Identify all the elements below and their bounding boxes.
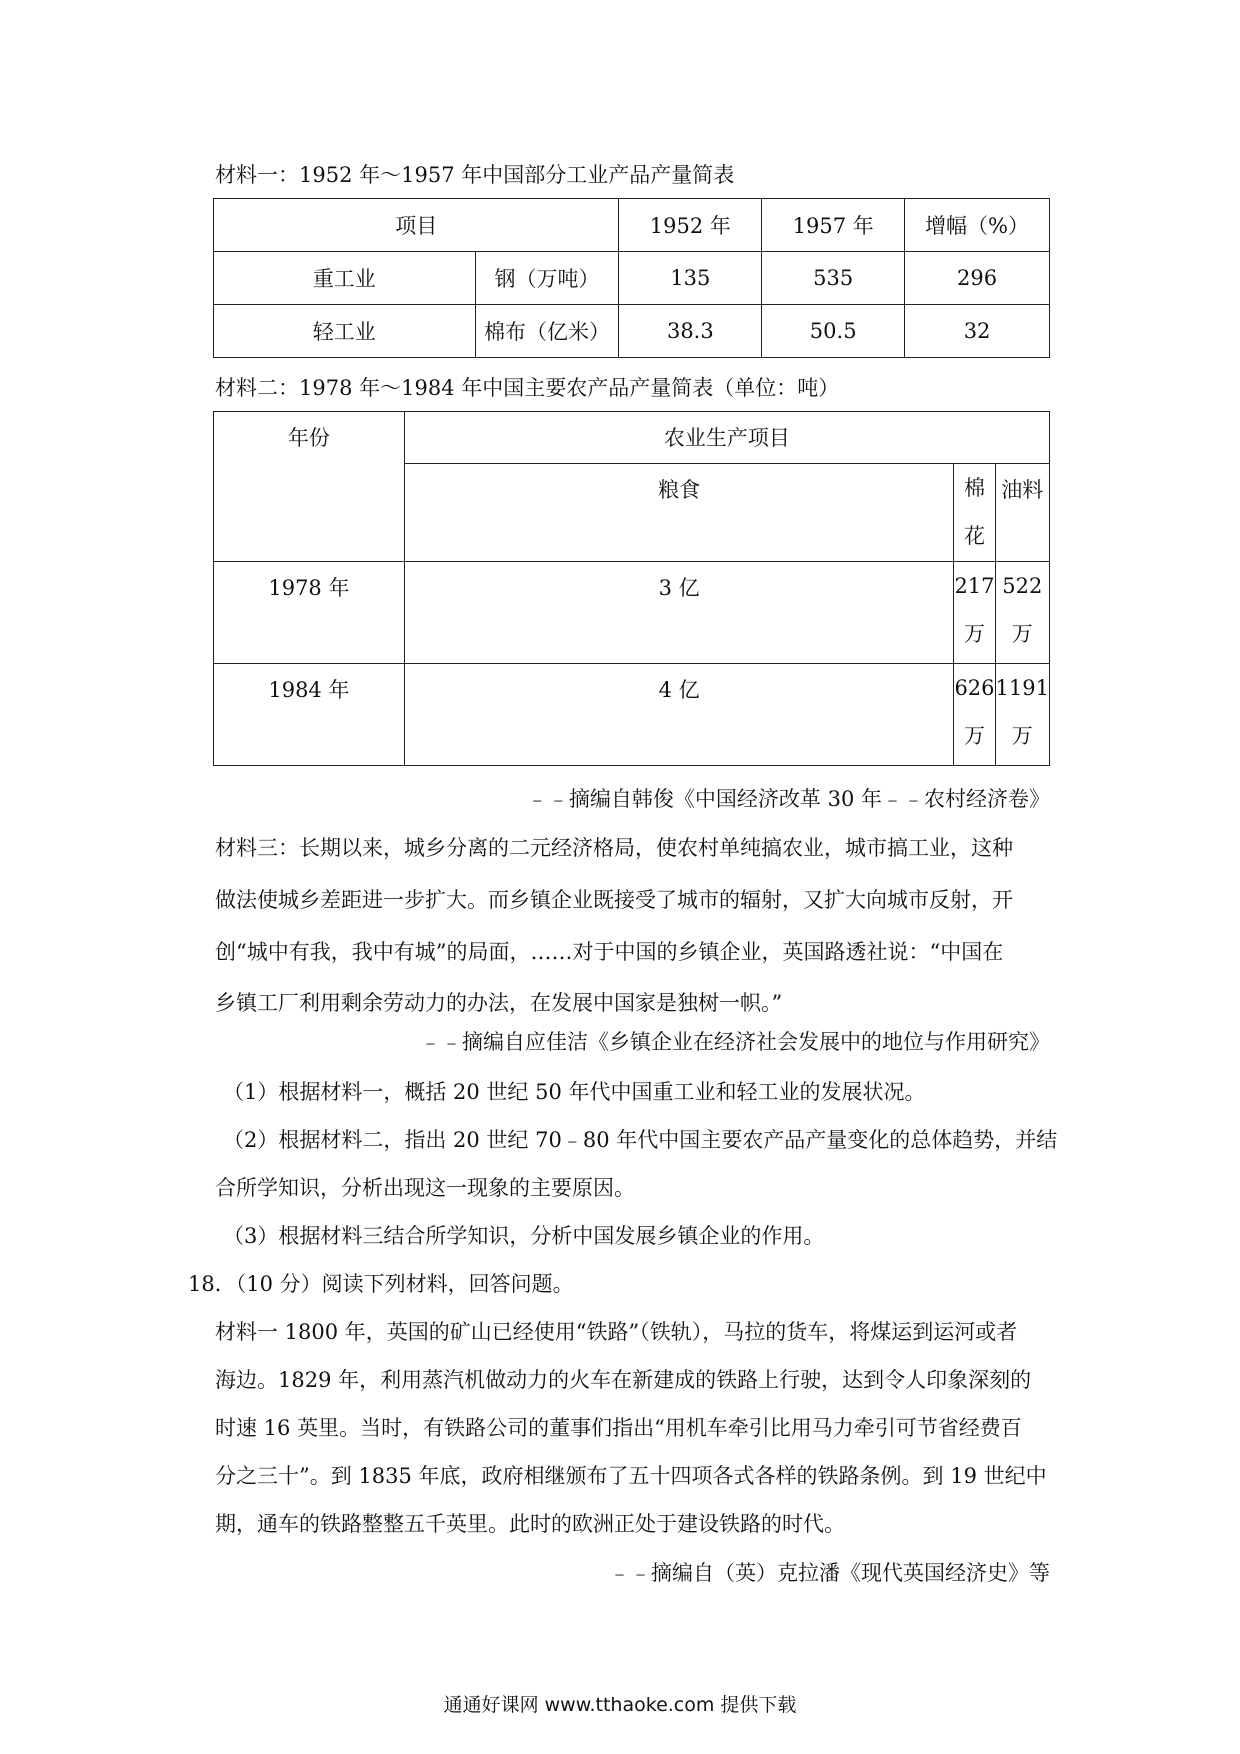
sector-cell: 重工业	[214, 252, 476, 305]
item-cell: 钢（万吨）	[475, 252, 619, 305]
agricultural-output-table	[213, 411, 1050, 766]
header-item: 项目	[214, 199, 619, 252]
header-group: 农业生产项目	[404, 412, 1049, 464]
table-row	[214, 305, 1050, 358]
year-cell: 1984 年	[214, 664, 405, 766]
q18-material-line: 分之三十”。到 1835 年底，政府相继颁布了五十四项各式各样的铁路条例。到 19 世纪中	[215, 1464, 1047, 1488]
growth-cell: 32	[905, 305, 1050, 358]
grain-cell: 4 亿	[404, 664, 954, 766]
oil-cell: 522 万	[995, 562, 1049, 664]
material3-line: 乡镇工厂利用剩余劳动力的办法，在发展中国家是独树一帜。”	[215, 991, 783, 1015]
material3-source: ﹣﹣摘编自应佳洁《乡镇企业在经济社会发展中的地位与作用研究》	[420, 1030, 1050, 1054]
header-year: 年份	[214, 412, 405, 562]
question-1: （1）根据材料一，概括 20 世纪 50 年代中国重工业和轻工业的发展状况。	[223, 1080, 926, 1104]
q18-source: ﹣﹣摘编自（英）克拉潘《现代英国经济史》等	[609, 1561, 1050, 1585]
question-18-title: 18．（10 分）阅读下列材料，回答问题。	[188, 1272, 574, 1296]
cotton-cell: 217 万	[954, 562, 995, 664]
value-1957-cell: 535	[762, 252, 905, 305]
table-row	[214, 252, 1050, 305]
grain-cell: 3 亿	[404, 562, 954, 664]
industrial-output-table	[213, 198, 1050, 358]
header-1952: 1952 年	[619, 199, 762, 252]
material3-line: 创“城中有我，我中有城”的局面，……对于中国的乡镇企业，英国路透社说：“中国在	[215, 940, 1004, 964]
question-2-line1: （2）根据材料二，指出 20 世纪 70﹣80 年代中国主要农产品产量变化的总体趋势，并结	[223, 1128, 1058, 1152]
subheader-cotton: 棉 花	[954, 464, 995, 562]
footer-watermark: 通通好课网 www.tthaoke.com 提供下载	[443, 1694, 797, 1716]
subheader-oil: 油料	[995, 464, 1049, 562]
subheader-grain: 粮食	[404, 464, 954, 562]
material3-line: 做法使城乡差距进一步扩大。而乡镇企业既接受了城市的辐射，又扩大向城市反射，开	[215, 888, 1013, 912]
sector-cell: 轻工业	[214, 305, 476, 358]
question-2-line2: 合所学知识，分析出现这一现象的主要原因。	[215, 1176, 635, 1200]
material2-caption: 材料二：1978 年～1984 年中国主要农产品产量简表（单位：吨）	[215, 376, 840, 400]
value-1957-cell: 50.5	[762, 305, 905, 358]
q18-material-line: 材料一 1800 年，英国的矿山已经使用“铁路”（铁轨），马拉的货车，将煤运到运河或者	[215, 1320, 1018, 1344]
value-1952-cell: 38.3	[619, 305, 762, 358]
question-3: （3）根据材料三结合所学知识，分析中国发展乡镇企业的作用。	[223, 1224, 825, 1248]
material3-line: 材料三：长期以来，城乡分离的二元经济格局，使农村单纯搞农业，城市搞工业，这种	[215, 836, 1013, 860]
value-1952-cell: 135	[619, 252, 762, 305]
year-cell: 1978 年	[214, 562, 405, 664]
material2-source: ﹣﹣摘编自韩俊《中国经济改革 30 年﹣﹣农村经济卷》	[526, 787, 1050, 811]
q18-material-line: 期，通车的铁路整整五千英里。此时的欧洲正处于建设铁路的时代。	[215, 1512, 845, 1536]
q18-material-line: 海边。1829 年，利用蒸汽机做动力的火车在新建成的铁路上行驶，达到令人印象深刻的	[215, 1368, 1032, 1392]
growth-cell: 296	[905, 252, 1050, 305]
oil-cell: 1191 万	[995, 664, 1049, 766]
q18-material-line: 时速 16 英里。当时，有铁路公司的董事们指出“用机车牵引比用马力牵引可节省经费百	[215, 1416, 1022, 1440]
table-header-row	[214, 199, 1050, 252]
table-row	[214, 664, 1050, 766]
header-growth: 增幅（%）	[905, 199, 1050, 252]
material1-caption: 材料一：1952 年～1957 年中国部分工业产品产量简表	[215, 163, 735, 187]
item-cell: 棉布（亿米）	[475, 305, 619, 358]
header-1957: 1957 年	[762, 199, 905, 252]
table-header-row	[214, 412, 1050, 464]
table-row	[214, 562, 1050, 664]
cotton-cell: 626 万	[954, 664, 995, 766]
